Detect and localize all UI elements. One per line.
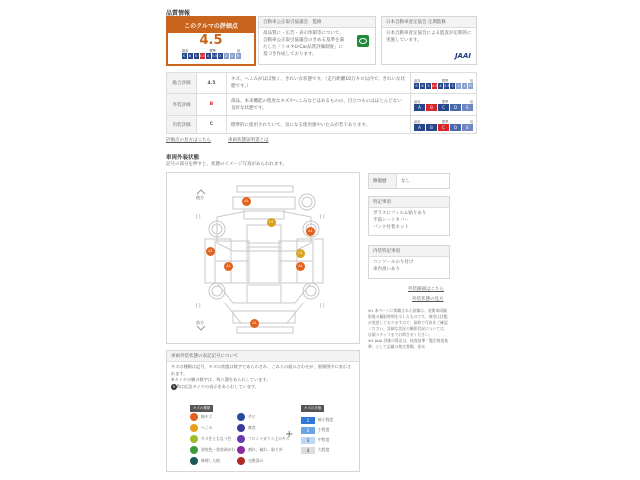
- rating-label: 外装評価: [167, 94, 197, 116]
- damage-type-item: フロントガラス上のキズ: [237, 435, 289, 446]
- repair-history-box: [368, 173, 450, 189]
- damage-marker[interactable]: A1: [306, 227, 315, 236]
- rating-guide-link[interactable]: 評価点の見方はこちら: [166, 138, 211, 143]
- scale-cell: 6: [421, 83, 424, 88]
- damage-type-item: 修理した痕: [190, 457, 235, 468]
- spare-tire-icon: R: [172, 384, 176, 389]
- repair-value: なし: [401, 179, 410, 184]
- cert-header: 自動車公正取引協議会 監修: [259, 17, 375, 28]
- exterior-subtitle: 記号の部分を押すと、状態のイメージ写真があらわれます。: [166, 162, 288, 167]
- special-list: ガラスにフィルム貼りあり 手前シートカバー バンク付着ネット: [373, 211, 427, 230]
- scale-cell: 1: [230, 54, 234, 58]
- jaai-header: 日本自動車査定協会 定期監修: [382, 17, 476, 28]
- damage-type-icon: [190, 424, 198, 432]
- scale-cell: 1: [463, 83, 466, 88]
- rating-desc: 標準的に使用されていて、気になる使用感やいたみが若干あります。: [227, 116, 411, 134]
- section-title: 品質情報: [166, 10, 191, 17]
- tire-tread-fr: [ ]: [320, 303, 325, 308]
- damage-type-icon: [190, 457, 198, 465]
- scale-cell: R: [236, 54, 240, 58]
- damage-type-item: キズをともなう凹: [190, 435, 235, 446]
- jaai-logo: JAAI: [454, 52, 471, 60]
- damage-type-icon: [237, 435, 245, 443]
- inspection-report-link[interactable]: 車両状態証明書とは: [228, 138, 269, 143]
- rating-row-exterior: [167, 94, 477, 116]
- special-header: 特記事項: [369, 197, 449, 208]
- damage-type-item: 腐食: [237, 424, 289, 435]
- scale-cell: 4.5: [432, 83, 438, 88]
- scale-label-best: 最高: [182, 49, 189, 53]
- grade-cell: E: [462, 104, 473, 111]
- damage-type-item: へこみ: [190, 424, 235, 435]
- grade-cell: B: [426, 124, 437, 131]
- rating-desc: キズ、へこみがほぼ無く、きれいな状態です。（走行距離10万キロ以内で、きれいな状態です。）: [227, 73, 411, 94]
- interior-list: コンソールのり付け 車内臭いあり: [373, 260, 414, 272]
- scale-cell: 3.5: [211, 54, 218, 58]
- rating-grade: B: [197, 94, 227, 116]
- rating-grade: 4.5: [197, 73, 227, 94]
- interior-notes-box: [368, 245, 450, 279]
- rating-grade: C: [197, 116, 227, 134]
- damage-type-icon: [190, 435, 198, 443]
- repair-label: 修復歴: [369, 174, 397, 188]
- tire-tread-rr: [ ]: [320, 214, 325, 219]
- check-badge-icon: [357, 35, 369, 47]
- damage-marker[interactable]: A1: [242, 197, 251, 206]
- damage-type-icon: [190, 446, 198, 454]
- scale-cell: R: [469, 83, 472, 88]
- grade-cell: B: [426, 104, 437, 111]
- damage-marker[interactable]: A1: [250, 319, 259, 328]
- scale-cell: 4: [206, 54, 210, 58]
- scale-cell: 3: [218, 54, 222, 58]
- score-value: 4.5: [199, 33, 223, 48]
- damage-type-item: 線キズ: [190, 413, 235, 424]
- front-label: 前方: [196, 320, 204, 325]
- rear-label: 後方: [196, 195, 204, 200]
- damage-type-icon: [190, 413, 198, 421]
- tire-tread-fl: [ ]: [196, 303, 201, 308]
- scale-cell: 2: [457, 83, 460, 88]
- score-card: [166, 16, 256, 66]
- rating-scale-cell: 最高 標準 低 A B C D E: [411, 94, 477, 116]
- interior-header: 内装特記事項: [369, 246, 449, 257]
- damage-type-icon: [237, 424, 245, 432]
- scale-cell: 3: [451, 83, 454, 88]
- damage-level-item: 4 大程度: [301, 445, 333, 455]
- car-diagram: [166, 172, 360, 344]
- scale-cell: 3.5: [444, 83, 450, 88]
- damage-type-item: 塗装色・塗装剥がれ: [190, 446, 235, 457]
- exterior-detail-link[interactable]: 外装細部はこちら: [408, 287, 444, 292]
- grade-cell: A: [414, 124, 425, 131]
- damage-marker[interactable]: U1: [267, 218, 276, 227]
- footnotes: ※1 本ページに掲載された画像は、展開車両撮影後の撮影時期を示したものです。乗用は状態が変更しておりますので、最新で写真をご確認ください。詳細な状況の撮影状況については、店頭スタッフまでお問合せください。 ※2 JAAI 評価の算出は、検査基準「鑑定検査基準」として記載の検定書類。巻末: [368, 308, 449, 349]
- types-right-list: [237, 413, 289, 468]
- damage-marker[interactable]: A1: [224, 262, 233, 271]
- rating-row-interior: [167, 116, 477, 134]
- damage-marker[interactable]: A1: [296, 262, 305, 271]
- levels-list: [301, 415, 333, 455]
- scale-cell: 5: [427, 83, 430, 88]
- damage-type-item: サビ: [237, 413, 289, 424]
- rating-row-overall: [167, 73, 477, 94]
- damage-type-icon: [237, 413, 245, 421]
- scale-cell: S: [415, 83, 418, 88]
- damage-type-item: 割れ、破れ、取り外: [237, 446, 289, 457]
- jaai-box: [381, 16, 477, 65]
- jaai-text: 日本自動車査定協会による監査が定期的に実施しています。: [386, 31, 472, 43]
- cert-box: [258, 16, 376, 65]
- grade-cell: E: [462, 124, 473, 131]
- score-scale: [168, 53, 254, 59]
- damage-type-item: 交換済み: [237, 457, 289, 468]
- damage-type-icon: [237, 446, 245, 454]
- cert-text: 高品質に・広告・表示体制等について、自動車公正取引協議会のきめる基準を満たした「トヨタU-Car品質評価制度」に基づき作成しております。: [263, 31, 344, 57]
- rating-desc: 部品、本来機能の程度なキズやへこみなどはあるものの、目立つものはほとんどない良好な状態です。: [227, 94, 411, 116]
- rating-label: 内装評価: [167, 116, 197, 134]
- damage-marker[interactable]: A1: [206, 247, 215, 256]
- damage-marker[interactable]: U1: [296, 249, 305, 258]
- scale-cell: S: [182, 54, 186, 58]
- tire-tread-rl: [ ]: [196, 214, 201, 219]
- special-notes-box: [368, 196, 450, 236]
- scale-cell: 6: [188, 54, 192, 58]
- scale-cell: 4.5: [199, 54, 206, 58]
- plus-icon: +: [285, 429, 294, 440]
- score-card-title: このクルマの評価点: [168, 18, 254, 33]
- legend-title: 車両外装状態の表記記号について: [167, 351, 359, 362]
- damage-level-item: 2 小程度: [301, 425, 333, 435]
- scale-cell: 4: [439, 83, 442, 88]
- scale-cell: 2: [224, 54, 228, 58]
- exterior-guide-link[interactable]: 外装状態の見方: [412, 297, 444, 302]
- levels-header: キズの状態: [301, 405, 324, 412]
- legend-box: [166, 350, 360, 472]
- damage-type-icon: [237, 457, 245, 465]
- grade-cell: D: [450, 104, 461, 111]
- grade-cell: C: [438, 124, 449, 131]
- grade-cell: D: [450, 124, 461, 131]
- damage-level-item: 1 極小程度: [301, 415, 333, 425]
- scale-label-low: 低: [236, 49, 240, 53]
- scale-label-standard: 標準: [209, 49, 216, 53]
- types-header: キズの種類: [190, 405, 213, 412]
- rating-scale-cell: 最高 標準 低 A B C D E: [411, 116, 477, 134]
- scale-cell: 5: [194, 54, 198, 58]
- rating-label: 総合評価: [167, 73, 197, 94]
- types-left-list: [190, 413, 235, 468]
- grade-cell: A: [414, 104, 425, 111]
- legend-text: キズの種類は記号、キズの状態は数字であらわされ、これらの組み合わせが、展開図中に表示されます。 ※タイヤの横の数字は、残り溝をあらわしています。 R Rは応急タイヤの表示をあらわしています。: [171, 364, 352, 389]
- exterior-title: 車両外装状態: [166, 155, 200, 161]
- rating-scale-cell: 最高 標準 低 S 6 5 4.5 4 3.5 3 2 1 R: [411, 73, 477, 94]
- grade-cell: C: [438, 104, 449, 111]
- damage-level-item: 3 中程度: [301, 435, 333, 445]
- ratings-table: [166, 72, 477, 134]
